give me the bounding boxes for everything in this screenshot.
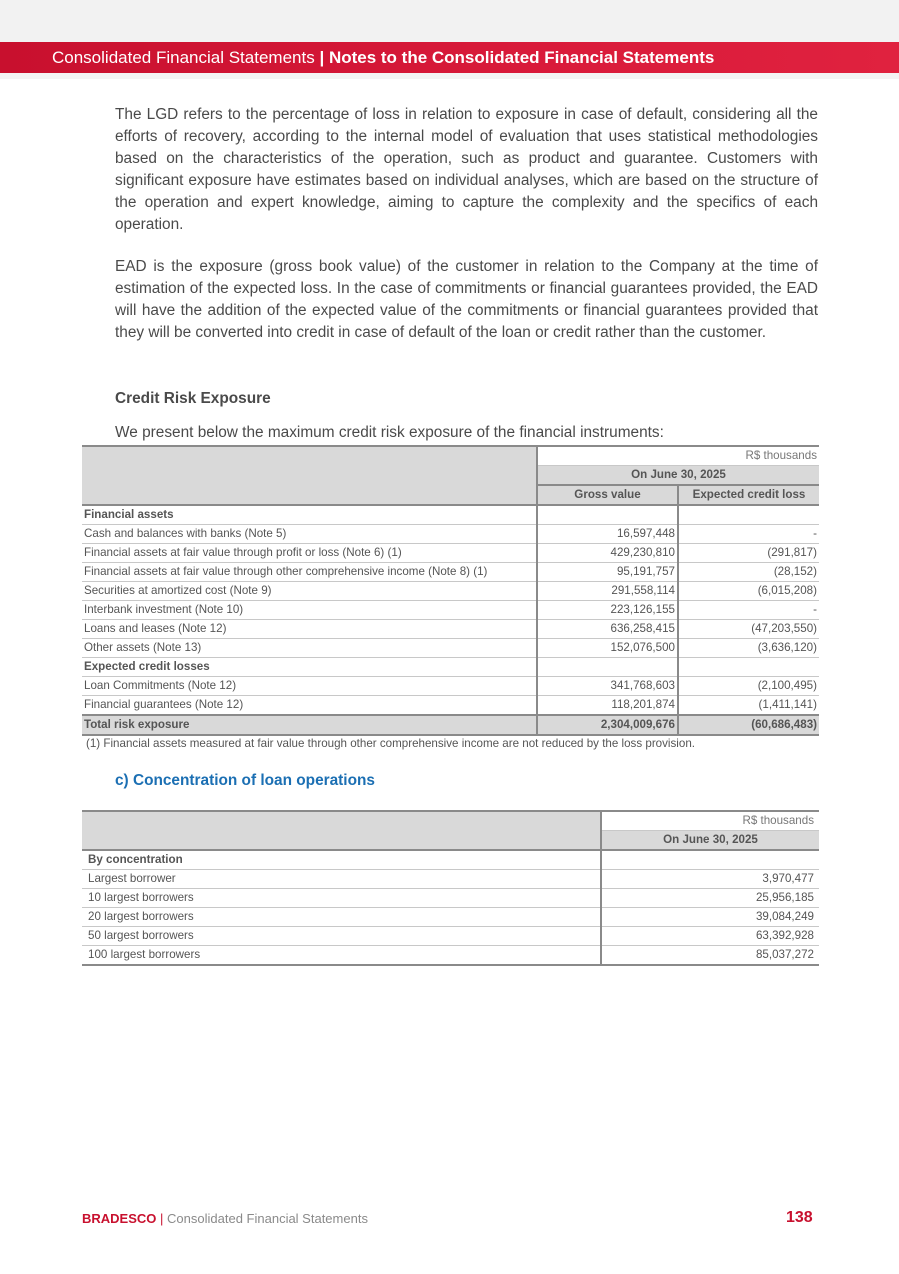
column-header-ecl: Expected credit loss: [678, 485, 819, 505]
gross-value: 341,768,603: [537, 677, 678, 696]
period-label: On June 30, 2025: [601, 831, 819, 851]
total-row: [82, 715, 819, 735]
gross-value: 291,558,114: [537, 582, 678, 601]
group-label: Financial assets: [82, 505, 537, 525]
row-label: Largest borrower: [82, 870, 601, 889]
header-section: Consolidated Financial Statements: [52, 48, 315, 67]
row-label: 10 largest borrowers: [82, 889, 601, 908]
row-label: Loan Commitments (Note 12): [82, 677, 537, 696]
footer-separator: |: [160, 1211, 164, 1226]
header-separator: |: [319, 48, 325, 67]
group-label: Expected credit losses: [82, 658, 537, 677]
total-gross: 2,304,009,676: [537, 715, 678, 735]
credit-risk-intro: We present below the maximum credit risk exposure of the financial instruments:: [115, 424, 664, 441]
row-value: 85,037,272: [601, 946, 819, 966]
banner-shadow: [0, 73, 899, 79]
gross-value: 636,258,415: [537, 620, 678, 639]
row-label: Cash and balances with banks (Note 5): [82, 525, 537, 544]
row-label: Financial guarantees (Note 12): [84, 698, 244, 711]
ecl-value: (28,152): [678, 563, 819, 582]
credit-risk-heading: Credit Risk Exposure: [115, 390, 271, 407]
unit-label: R$ thousands: [601, 811, 819, 831]
ecl-value: (6,015,208): [678, 582, 819, 601]
footer: [82, 1211, 368, 1226]
ecl-value: (47,203,550): [678, 620, 819, 639]
column-header-gross: Gross value: [537, 485, 678, 505]
footer-brand: BRADESCO: [82, 1211, 157, 1226]
table-row: [82, 639, 819, 658]
ecl-value: (291,817): [678, 544, 819, 563]
row-value: 39,084,249: [601, 908, 819, 927]
row-value: 3,970,477: [601, 870, 819, 889]
group-row: [82, 850, 819, 870]
row-value: 63,392,928: [601, 927, 819, 946]
table-row: [82, 601, 819, 620]
row-label: 20 largest borrowers: [82, 908, 601, 927]
row-label: Securities at amortized cost (Note 9): [82, 582, 537, 601]
group-row: [82, 658, 819, 677]
gross-value: 16,597,448: [537, 525, 678, 544]
row-label: 100 largest borrowers: [82, 946, 601, 966]
table-row: [82, 525, 819, 544]
ecl-value: (3,636,120): [678, 639, 819, 658]
row-label: Financial assets at fair value through profit or loss (Note 6) (1): [82, 544, 537, 563]
row-label: Interbank investment (Note 10): [82, 601, 537, 620]
ecl-value: -: [678, 601, 819, 620]
paragraph-ead: EAD is the exposure (gross book value) of the customer in relation to the Company at the time of estimation of the expected loss. In the case of commitments or financial guarantees provided, the EAD will have the addition of the expected value of the commitments or financial guarantees provided that they will be converted into credit in case of default of the loan or credit rather than the customer.: [115, 258, 818, 341]
row-label: Other assets (Note 13): [82, 639, 537, 658]
unit-label: R$ thousands: [537, 446, 819, 466]
ecl-value: (2,100,495): [678, 677, 819, 696]
page-number: 138: [786, 1209, 813, 1226]
row-label: Financial assets at fair value through other comprehensive income (Note 8) (1): [82, 563, 537, 582]
gross-value: 95,191,757: [537, 563, 678, 582]
header-banner: [0, 42, 899, 73]
table-row: [82, 946, 819, 966]
ecl-value: (1,411,141): [678, 696, 819, 716]
table-row: [82, 563, 819, 582]
table-corner: [82, 446, 537, 505]
total-label: Total risk exposure: [82, 715, 537, 735]
table-footnote: (1) Financial assets measured at fair value through other comprehensive income are not reduced by the loss provision.: [86, 737, 695, 750]
group-row: [82, 505, 819, 525]
group-label: By concentration: [82, 850, 601, 870]
header-title: Notes to the Consolidated Financial Statements: [328, 48, 715, 67]
table-row: [82, 889, 819, 908]
top-margin: [0, 0, 899, 42]
table-row: [82, 677, 819, 696]
table-row: [82, 620, 819, 639]
row-value: 25,956,185: [601, 889, 819, 908]
period-label: On June 30, 2025: [537, 466, 819, 486]
table-corner: [82, 811, 601, 850]
header-text: [52, 48, 714, 68]
gross-value: 223,126,155: [537, 601, 678, 620]
row-label: 50 largest borrowers: [82, 927, 601, 946]
table-row: [82, 870, 819, 889]
table-row: [82, 696, 819, 716]
table-row: [82, 908, 819, 927]
paragraph-lgd: The LGD refers to the percentage of loss in relation to exposure in case of default, considering all the efforts of recovery, according to the internal model of evaluation that uses statistical methodologies based on the characteristics of the operation, such as product and guarantee. Customers with significant exposure have estimates based on individual analyses, which are based on the structure of the operation and expert knowledge, aiming to capture the complexity and the specifics of each operation.: [115, 106, 818, 233]
row-label: Loans and leases (Note 12): [82, 620, 537, 639]
table-row: [82, 582, 819, 601]
ecl-value: -: [678, 525, 819, 544]
concentration-heading: c) Concentration of loan operations: [115, 772, 375, 789]
footer-doc-title: Consolidated Financial Statements: [167, 1211, 368, 1226]
gross-value: 118,201,874: [537, 696, 678, 716]
credit-risk-table: [82, 445, 819, 736]
concentration-table: [82, 810, 819, 966]
table-row: [82, 927, 819, 946]
total-ecl: (60,686,483): [678, 715, 819, 735]
table-row: [82, 544, 819, 563]
gross-value: 152,076,500: [537, 639, 678, 658]
gross-value: 429,230,810: [537, 544, 678, 563]
